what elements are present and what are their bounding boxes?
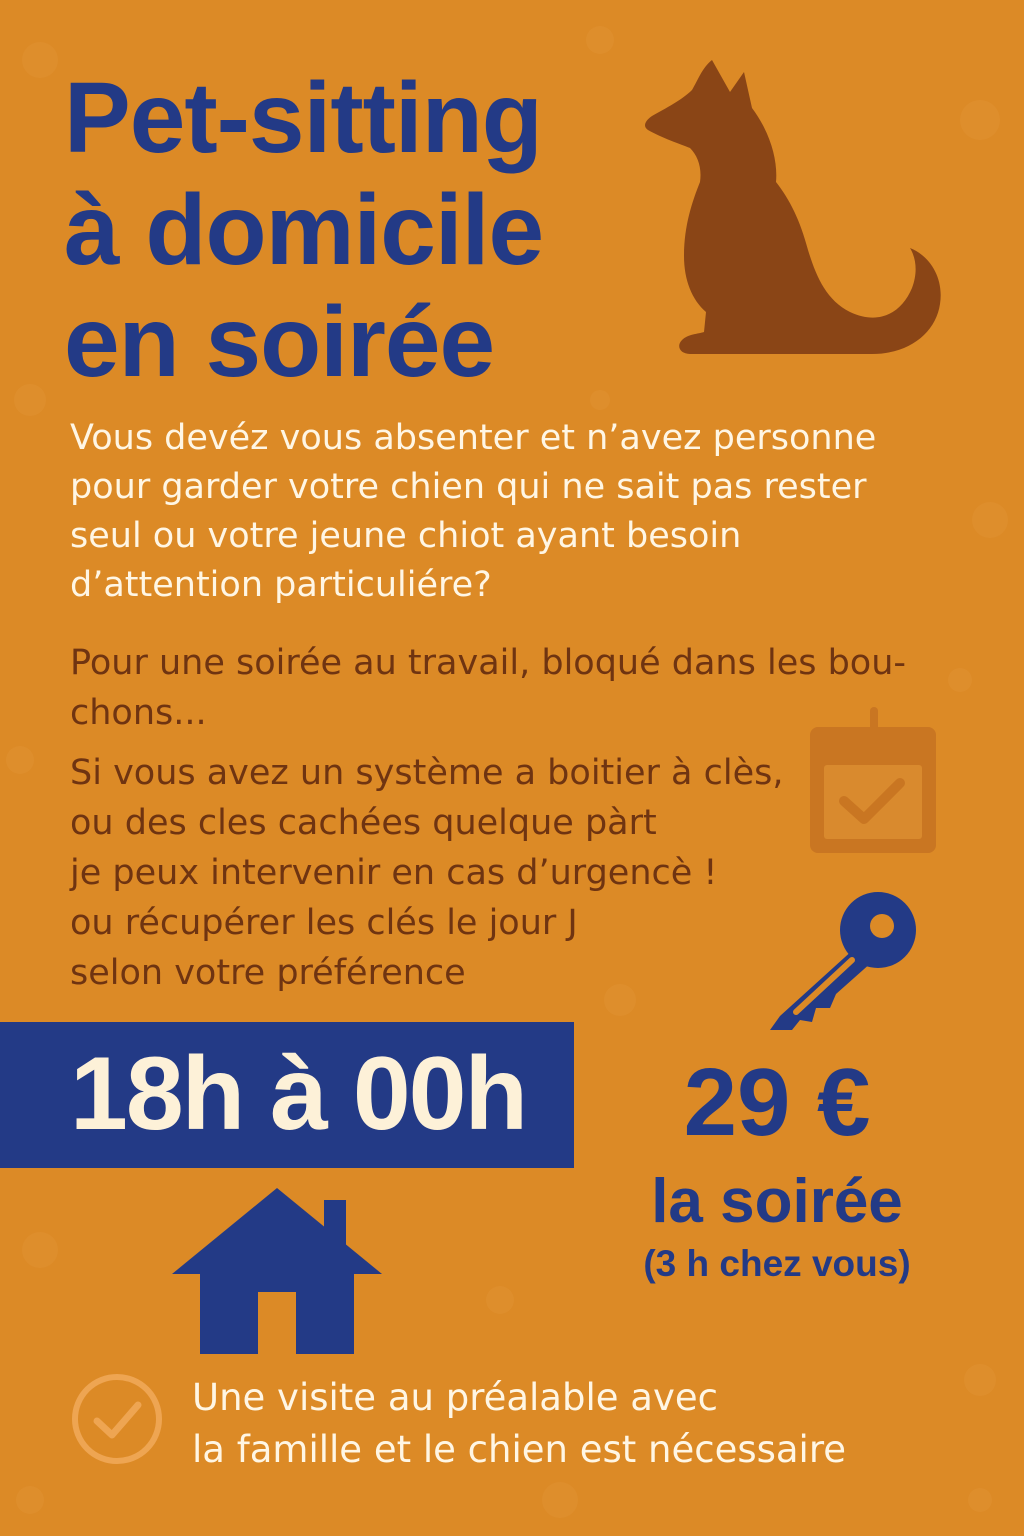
page-title [64,62,543,398]
hours-banner [0,1022,574,1168]
footer-line: la famille et le chien est nécessaire [192,1428,847,1471]
keys-line: ou des cles cachées quelque pàrt [70,803,657,843]
price-note: (3 h chez vous) [643,1243,911,1284]
keys-paragraph [70,748,810,998]
hours-text: 18h à 00h [70,1036,527,1152]
check-circle-icon [70,1372,164,1466]
intro-line: seul ou votre jeune chiot ayant besoin [70,516,742,556]
situation-line: Pour une soirée au travail, bloqué dans les bou- [70,643,907,683]
intro-line: d’attention particuliére? [70,565,492,605]
title-line-3: en soirée [64,286,495,398]
situation-paragraph [70,638,907,738]
keys-line: je peux intervenir en cas d’urgencè ! [70,853,718,893]
price-unit: la soirée [651,1167,903,1236]
keys-line: ou récupérer les clés le jour J [70,903,578,943]
calendar-check-icon [800,705,946,860]
key-icon [760,890,930,1040]
footer-note [192,1372,972,1476]
keys-line: selon votre préférence [70,953,466,993]
price-amount: 29 € [683,1049,871,1156]
title-line-1: Pet-sitting [64,62,542,174]
intro-line: pour garder votre chien qui ne sait pas rester [70,467,867,507]
situation-line: chons... [70,693,207,733]
intro-paragraph [70,414,950,610]
intro-line: Vous devéz vous absenter et n’avez personne [70,418,877,458]
dog-silhouette-icon [640,50,960,360]
footer-line: Une visite au préalable avec [192,1376,718,1419]
title-line-2: à domicile [64,174,544,286]
house-icon [172,1188,382,1354]
keys-line: Si vous avez un système a boitier à clès, [70,753,784,793]
